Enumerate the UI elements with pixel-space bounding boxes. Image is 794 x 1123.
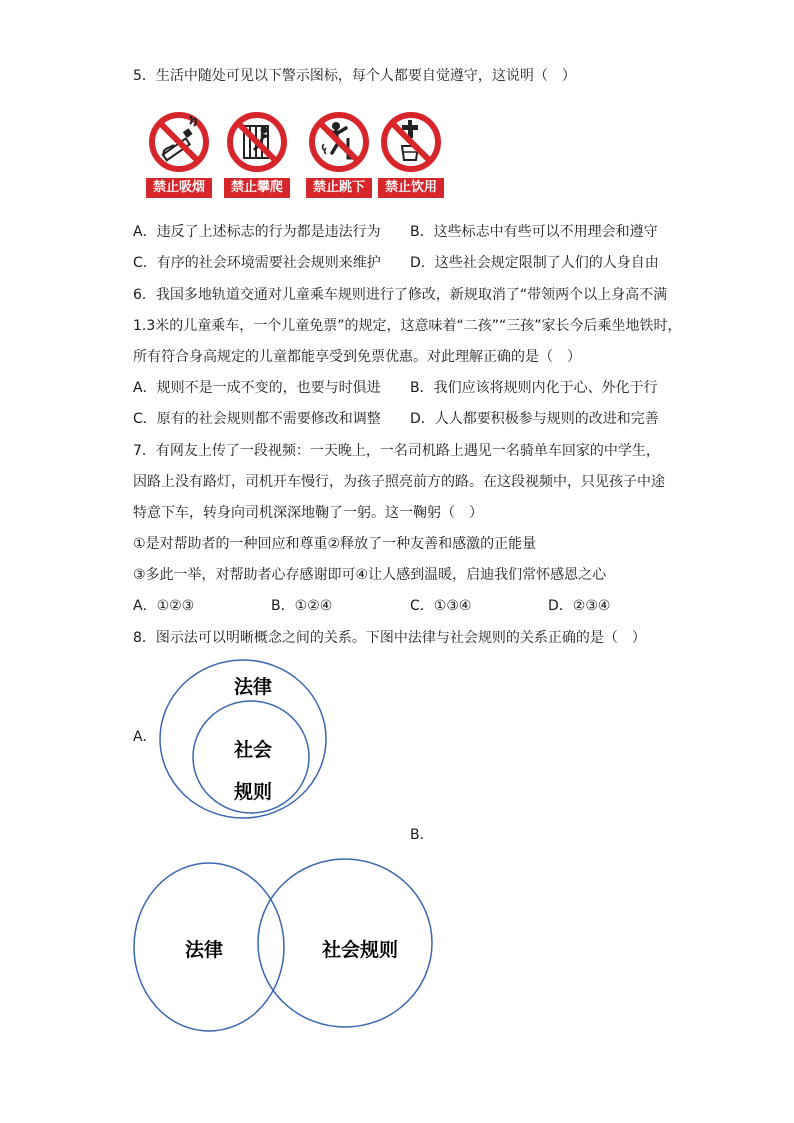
q5-stem: 5．生活中随处可见以下警示图标，每个人都要自觉遵守，这说明（ ）: [133, 68, 576, 84]
no-smoking-icon: [146, 108, 212, 176]
q7-option-b[interactable]: B．①②④: [271, 598, 333, 614]
q7-item-line-1: ①是对帮助者的一种回应和尊重②释放了一种友善和感激的正能量: [133, 536, 537, 552]
q6-option-c[interactable]: C．原有的社会规则都不需要修改和调整: [133, 411, 381, 427]
venn-a-outer-label: 法律: [233, 676, 273, 698]
venn-diagram-a: [158, 658, 338, 820]
q5-option-b[interactable]: B．这些标志中有些可以不用理会和遵守: [410, 224, 658, 240]
sign-label: 禁止吸烟: [146, 178, 212, 198]
no-climbing-icon: [224, 108, 290, 176]
warning-signs: [146, 108, 446, 200]
q7-stem-line-2: 因路上没有路灯，司机开车慢行，为孩子照亮前方的路。在这段视频中，只见孩子中途: [133, 474, 665, 490]
venn-b-right-label: 社会规则: [321, 939, 399, 961]
no-drinking-icon: [378, 108, 444, 176]
q5-option-a[interactable]: A．违反了上述标志的行为都是违法行为: [133, 224, 381, 240]
q8-option-b-label[interactable]: B．: [410, 827, 434, 843]
sign-no-drinking: [378, 108, 444, 200]
q5-option-c[interactable]: C．有序的社会环境需要社会规则来维护: [133, 255, 381, 271]
q6-option-d[interactable]: D．人人都要积极参与规则的改进和完善: [410, 411, 659, 427]
no-jumping-icon: [306, 108, 372, 176]
q8-option-a-label[interactable]: A．: [133, 729, 157, 745]
q7-stem-line-3: 特意下车，转身向司机深深地鞠了一躬。这一鞠躬（ ）: [133, 505, 483, 521]
sign-label: 禁止跳下: [306, 178, 372, 198]
q5-option-d[interactable]: D．这些社会规定限制了人们的人身自由: [410, 255, 659, 271]
q6-option-a[interactable]: A．规则不是一成不变的，也要与时俱进: [133, 380, 381, 396]
q7-option-a[interactable]: A．①②③: [133, 598, 195, 614]
q6-stem-line-1: 6．我国多地轨道交通对儿童乘车规则进行了修改，新规取消了“带领两个以上身高不满: [133, 287, 668, 303]
q6-stem-line-2: 1.3米的儿童乘车，一个儿童免票”的规定，这意味着“二孩”“三孩”家长今后乘坐地铁时，: [133, 318, 682, 334]
q7-stem-line-1: 7．有网友上传了一段视频：一天晚上，一名司机路上遇见一名骑单车回家的中学生，: [133, 443, 660, 459]
q8-stem: 8．图示法可以明晰概念之间的关系。下图中法律与社会规则的关系正确的是（ ）: [133, 630, 646, 646]
q7-option-d[interactable]: D．②③④: [548, 598, 611, 614]
sign-no-jumping: [306, 108, 372, 200]
venn-diagram-b: [132, 857, 442, 1033]
q7-option-c[interactable]: C．①③④: [410, 598, 472, 614]
venn-a-inner-label-2: 规则: [233, 781, 273, 803]
sign-label: 禁止攀爬: [224, 178, 290, 198]
q6-option-b[interactable]: B．我们应该将规则内化于心、外化于行: [410, 380, 658, 396]
sign-no-smoking: [146, 108, 212, 200]
sign-no-climbing: [224, 108, 290, 200]
q6-stem-line-3: 所有符合身高规定的儿童都能享受到免票优惠。对此理解正确的是（ ）: [133, 349, 581, 365]
venn-b-left-label: 法律: [184, 939, 224, 961]
venn-a-inner-label-1: 社会: [233, 739, 273, 761]
q7-item-line-2: ③多此一举，对帮助者心存感谢即可④让人感到温暖，启迪我们常怀感恩之心: [133, 567, 607, 583]
sign-label: 禁止饮用: [378, 178, 444, 198]
